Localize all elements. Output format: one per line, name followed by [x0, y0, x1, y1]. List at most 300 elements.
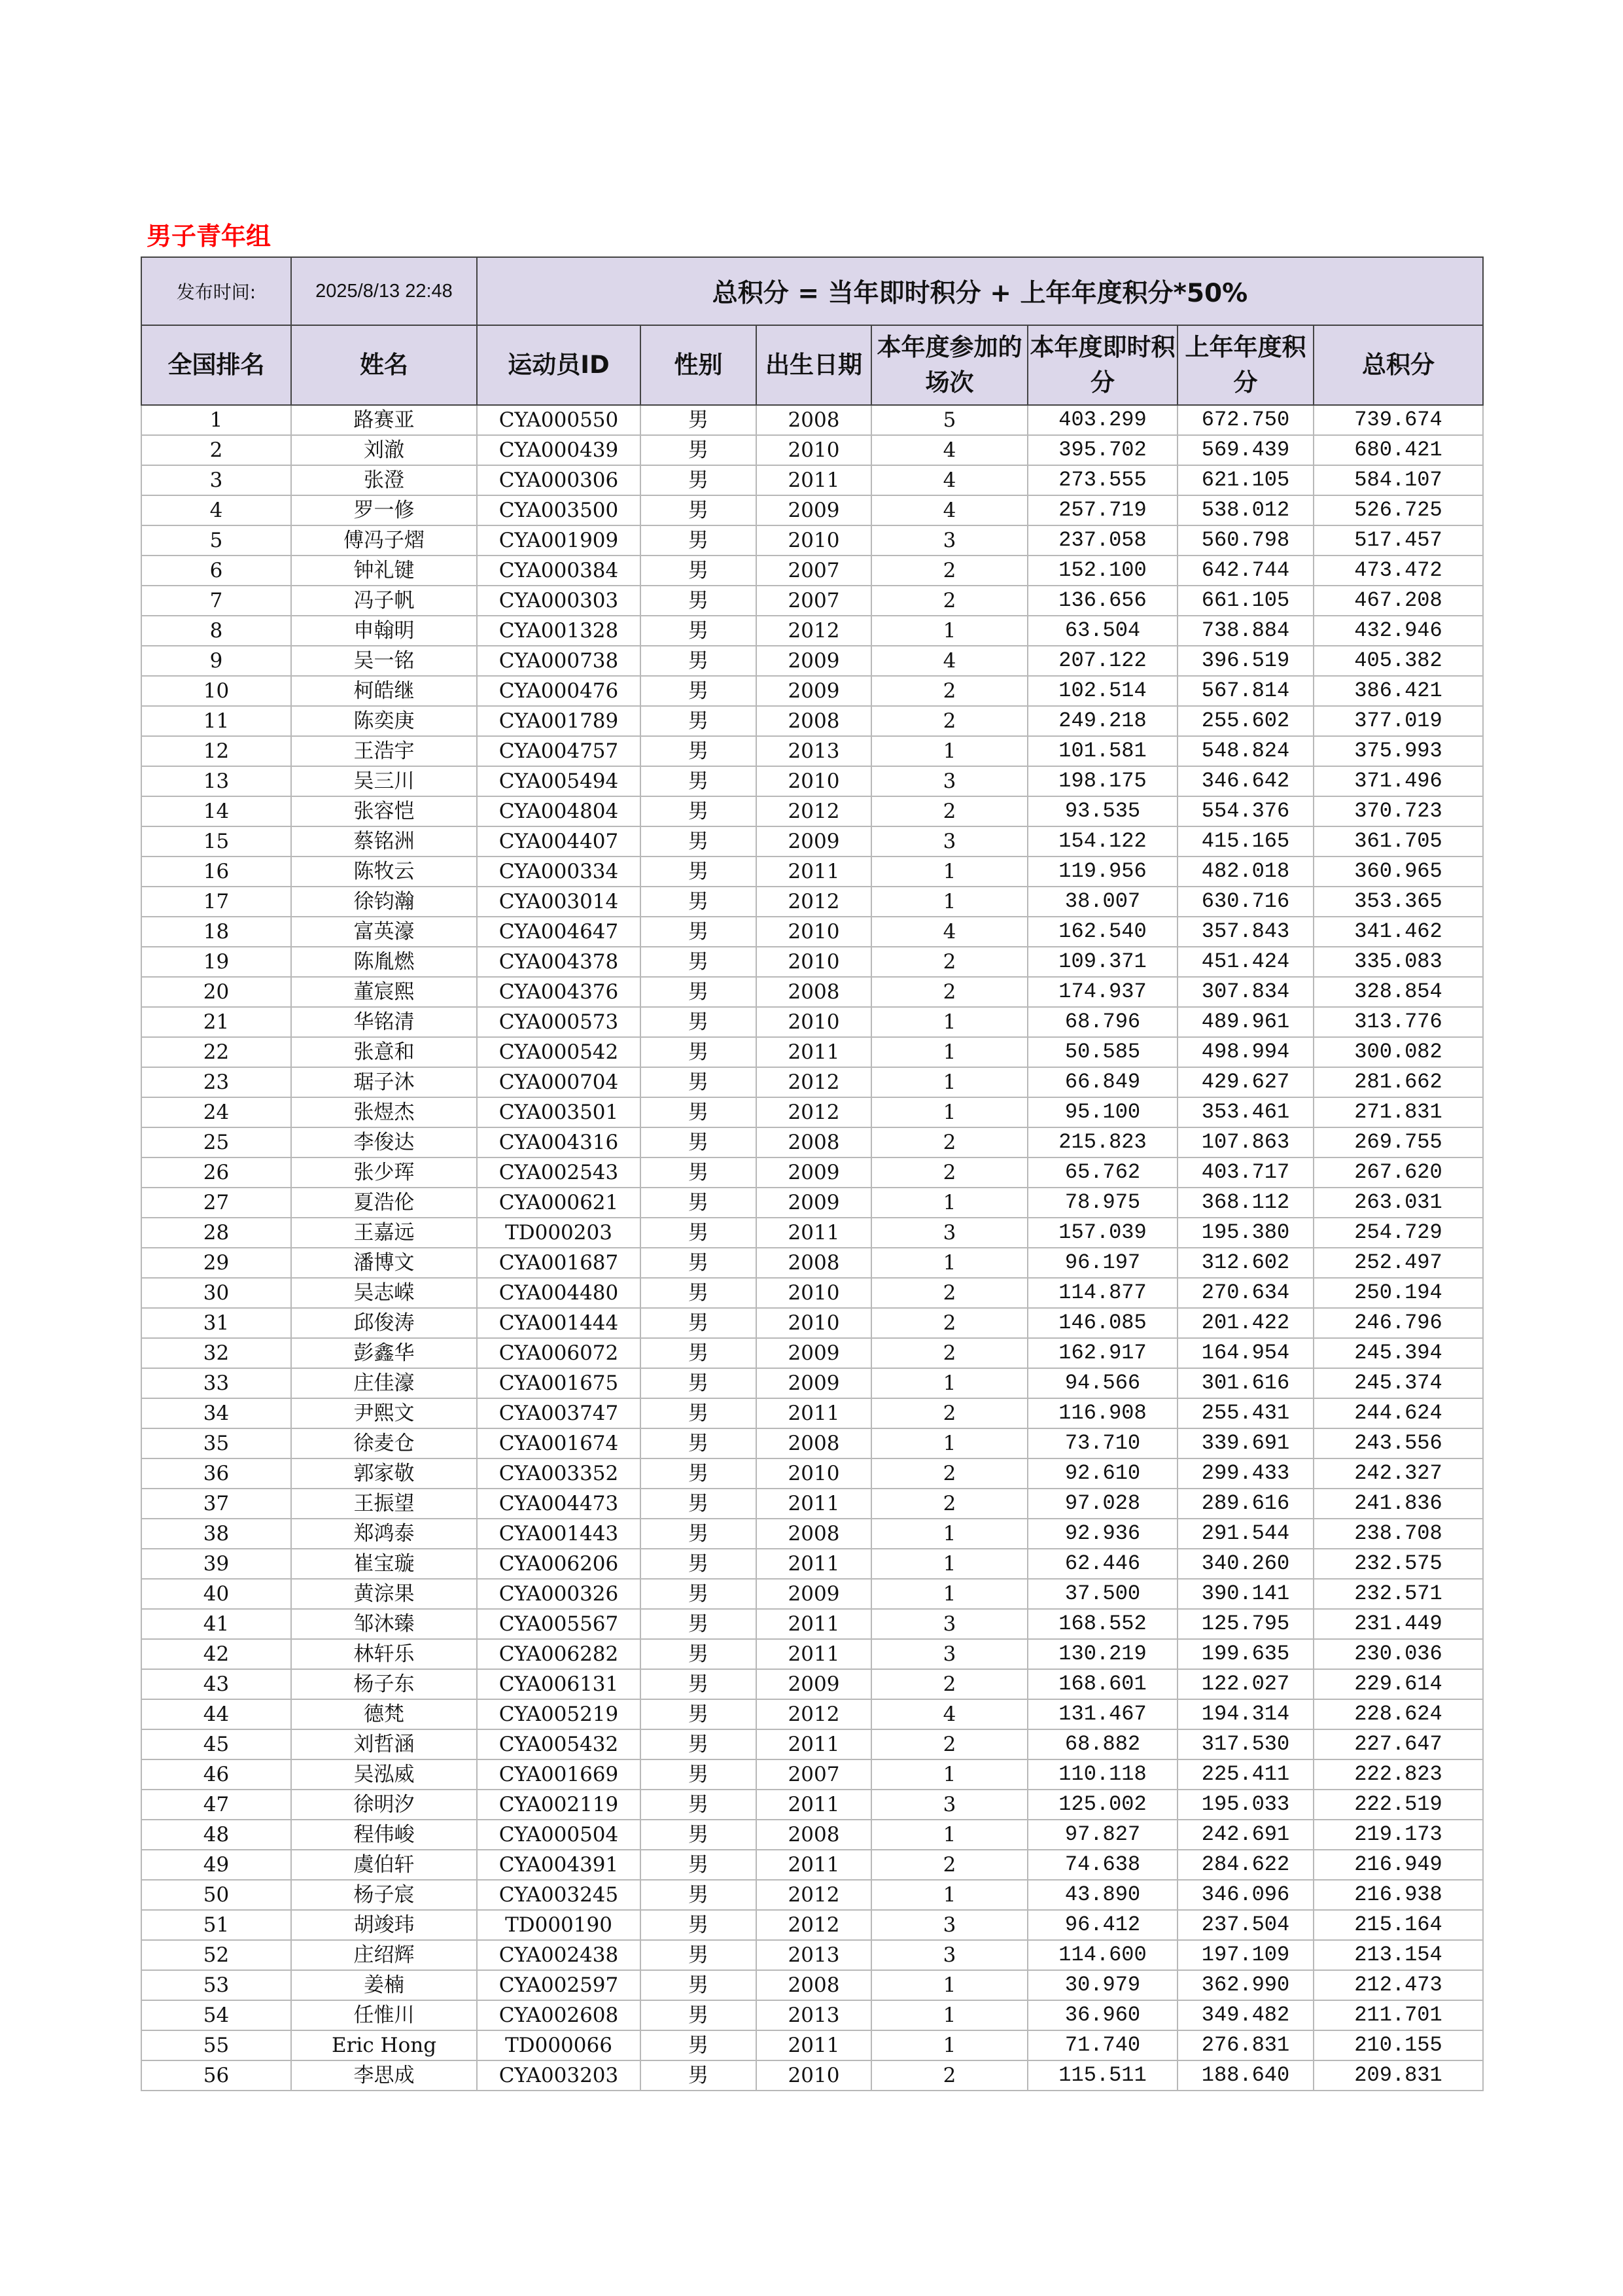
birth-cell: 2011 — [756, 1790, 871, 1820]
athlete-id-cell: CYA004757 — [477, 736, 640, 766]
gender-cell: 男 — [640, 1699, 756, 1729]
athlete-id-cell: CYA001789 — [477, 706, 640, 736]
table-row — [141, 887, 1483, 917]
name-cell: 陈胤燃 — [291, 947, 477, 977]
events-cell: 2 — [871, 1669, 1028, 1699]
events-cell: 1 — [871, 2030, 1028, 2060]
gender-cell: 男 — [640, 525, 756, 556]
birth-cell: 2010 — [756, 2060, 871, 2091]
athlete-id-cell: CYA002543 — [477, 1157, 640, 1188]
total-cell: 526.725 — [1314, 495, 1483, 525]
rank-cell: 6 — [141, 556, 291, 586]
events-cell: 3 — [871, 1790, 1028, 1820]
name-cell: 黄淙果 — [291, 1579, 477, 1609]
total-cell: 213.154 — [1314, 1940, 1483, 1970]
events-cell: 2 — [871, 676, 1028, 706]
table-row — [141, 556, 1483, 586]
current-points-cell: 65.762 — [1028, 1157, 1178, 1188]
events-cell: 2 — [871, 556, 1028, 586]
rank-cell: 27 — [141, 1188, 291, 1218]
current-points-cell: 92.936 — [1028, 1519, 1178, 1549]
name-cell: 蔡铭洲 — [291, 826, 477, 857]
athlete-id-cell: CYA005567 — [477, 1609, 640, 1639]
athlete-id-cell: CYA000504 — [477, 1820, 640, 1850]
total-cell: 252.497 — [1314, 1248, 1483, 1278]
table-row — [141, 1940, 1483, 1970]
events-cell: 1 — [871, 1820, 1028, 1850]
table-row — [141, 1850, 1483, 1880]
rank-cell: 4 — [141, 495, 291, 525]
current-points-cell: 114.600 — [1028, 1940, 1178, 1970]
rank-cell: 19 — [141, 947, 291, 977]
current-points-cell: 68.796 — [1028, 1007, 1178, 1037]
current-points-cell: 152.100 — [1028, 556, 1178, 586]
current-points-cell: 154.122 — [1028, 826, 1178, 857]
last-year-points-cell: 284.622 — [1178, 1850, 1314, 1880]
rank-cell: 34 — [141, 1398, 291, 1428]
events-cell: 2 — [871, 1127, 1028, 1157]
events-cell: 4 — [871, 465, 1028, 495]
total-cell: 680.421 — [1314, 435, 1483, 465]
rank-cell: 41 — [141, 1609, 291, 1639]
table-row — [141, 465, 1483, 495]
table-row — [141, 1699, 1483, 1729]
current-points-cell: 162.540 — [1028, 917, 1178, 947]
rank-cell: 26 — [141, 1157, 291, 1188]
birth-cell: 2011 — [756, 1729, 871, 1759]
athlete-id-cell: CYA003014 — [477, 887, 640, 917]
birth-cell: 2011 — [756, 1850, 871, 1880]
events-cell: 1 — [871, 1067, 1028, 1097]
score-formula: 总积分 = 当年即时积分 + 上年年度积分*50% — [477, 257, 1483, 325]
name-cell: 姜楠 — [291, 1970, 477, 2000]
current-points-cell: 403.299 — [1028, 405, 1178, 435]
gender-cell: 男 — [640, 857, 756, 887]
total-cell: 271.831 — [1314, 1097, 1483, 1127]
events-cell: 1 — [871, 1188, 1028, 1218]
birth-cell: 2008 — [756, 1127, 871, 1157]
rank-cell: 10 — [141, 676, 291, 706]
current-points-cell: 36.960 — [1028, 2000, 1178, 2030]
birth-cell: 2012 — [756, 1910, 871, 1940]
gender-cell: 男 — [640, 1729, 756, 1759]
total-cell: 405.382 — [1314, 646, 1483, 676]
table-row — [141, 917, 1483, 947]
total-cell: 360.965 — [1314, 857, 1483, 887]
gender-cell: 男 — [640, 887, 756, 917]
table-row — [141, 676, 1483, 706]
events-cell: 1 — [871, 736, 1028, 766]
rank-cell: 54 — [141, 2000, 291, 2030]
athlete-id-cell: CYA004480 — [477, 1278, 640, 1308]
table-row — [141, 1398, 1483, 1428]
birth-cell: 2011 — [756, 1609, 871, 1639]
gender-cell: 男 — [640, 1910, 756, 1940]
gender-cell: 男 — [640, 1639, 756, 1669]
table-row — [141, 1970, 1483, 2000]
athlete-id-cell: CYA005494 — [477, 766, 640, 796]
last-year-points-cell: 122.027 — [1178, 1669, 1314, 1699]
gender-cell: 男 — [640, 1157, 756, 1188]
name-cell: 陈奕庚 — [291, 706, 477, 736]
name-cell: Eric Hong — [291, 2030, 477, 2060]
athlete-id-cell: CYA000303 — [477, 586, 640, 616]
gender-cell: 男 — [640, 556, 756, 586]
rank-cell: 1 — [141, 405, 291, 435]
name-cell: 陈牧云 — [291, 857, 477, 887]
total-cell: 254.729 — [1314, 1218, 1483, 1248]
last-year-points-cell: 107.863 — [1178, 1127, 1314, 1157]
current-points-cell: 207.122 — [1028, 646, 1178, 676]
header-last-year-points: 上年年度积分 — [1178, 325, 1314, 405]
gender-cell: 男 — [640, 706, 756, 736]
name-cell: 德梵 — [291, 1699, 477, 1729]
events-cell: 2 — [871, 2060, 1028, 2091]
table-row — [141, 826, 1483, 857]
gender-cell: 男 — [640, 1579, 756, 1609]
total-cell: 238.708 — [1314, 1519, 1483, 1549]
athlete-id-cell: CYA000550 — [477, 405, 640, 435]
gender-cell: 男 — [640, 1007, 756, 1037]
birth-cell: 2010 — [756, 1007, 871, 1037]
rank-cell: 47 — [141, 1790, 291, 1820]
rank-cell: 14 — [141, 796, 291, 826]
table-row — [141, 736, 1483, 766]
athlete-id-cell: CYA005432 — [477, 1729, 640, 1759]
last-year-points-cell: 195.033 — [1178, 1790, 1314, 1820]
total-cell: 370.723 — [1314, 796, 1483, 826]
name-cell: 刘澈 — [291, 435, 477, 465]
birth-cell: 2011 — [756, 1218, 871, 1248]
last-year-points-cell: 276.831 — [1178, 2030, 1314, 2060]
gender-cell: 男 — [640, 736, 756, 766]
last-year-points-cell: 289.616 — [1178, 1489, 1314, 1519]
rank-cell: 11 — [141, 706, 291, 736]
total-cell: 269.755 — [1314, 1127, 1483, 1157]
athlete-id-cell: CYA004804 — [477, 796, 640, 826]
last-year-points-cell: 415.165 — [1178, 826, 1314, 857]
gender-cell: 男 — [640, 1248, 756, 1278]
birth-cell: 2012 — [756, 796, 871, 826]
total-cell: 281.662 — [1314, 1067, 1483, 1097]
birth-cell: 2011 — [756, 1549, 871, 1579]
birth-cell: 2008 — [756, 1248, 871, 1278]
rank-cell: 17 — [141, 887, 291, 917]
last-year-points-cell: 307.834 — [1178, 977, 1314, 1007]
birth-cell: 2009 — [756, 676, 871, 706]
birth-cell: 2010 — [756, 917, 871, 947]
athlete-id-cell: CYA000439 — [477, 435, 640, 465]
last-year-points-cell: 630.716 — [1178, 887, 1314, 917]
table-row — [141, 1489, 1483, 1519]
rank-cell: 45 — [141, 1729, 291, 1759]
athlete-id-cell: CYA002597 — [477, 1970, 640, 2000]
name-cell: 尹熙文 — [291, 1398, 477, 1428]
birth-cell: 2010 — [756, 1278, 871, 1308]
rank-cell: 29 — [141, 1248, 291, 1278]
current-points-cell: 146.085 — [1028, 1308, 1178, 1338]
last-year-points-cell: 339.691 — [1178, 1428, 1314, 1458]
events-cell: 2 — [871, 1308, 1028, 1338]
rank-cell: 46 — [141, 1759, 291, 1790]
rank-cell: 12 — [141, 736, 291, 766]
events-cell: 2 — [871, 706, 1028, 736]
current-points-cell: 37.500 — [1028, 1579, 1178, 1609]
rank-cell: 3 — [141, 465, 291, 495]
table-row — [141, 1248, 1483, 1278]
rank-cell: 24 — [141, 1097, 291, 1127]
last-year-points-cell: 548.824 — [1178, 736, 1314, 766]
gender-cell: 男 — [640, 1338, 756, 1368]
gender-cell: 男 — [640, 766, 756, 796]
total-cell: 243.556 — [1314, 1428, 1483, 1458]
table-row — [141, 766, 1483, 796]
rank-cell: 28 — [141, 1218, 291, 1248]
name-cell: 张意和 — [291, 1037, 477, 1067]
athlete-id-cell: CYA003203 — [477, 2060, 640, 2091]
rank-cell: 18 — [141, 917, 291, 947]
events-cell: 3 — [871, 1639, 1028, 1669]
name-cell: 华铭清 — [291, 1007, 477, 1037]
rank-cell: 52 — [141, 1940, 291, 1970]
birth-cell: 2012 — [756, 1067, 871, 1097]
last-year-points-cell: 738.884 — [1178, 616, 1314, 646]
athlete-id-cell: CYA000326 — [477, 1579, 640, 1609]
athlete-id-cell: CYA002119 — [477, 1790, 640, 1820]
birth-cell: 2009 — [756, 1368, 871, 1398]
gender-cell: 男 — [640, 1940, 756, 1970]
birth-cell: 2010 — [756, 1458, 871, 1489]
current-points-cell: 157.039 — [1028, 1218, 1178, 1248]
athlete-id-cell: CYA006206 — [477, 1549, 640, 1579]
table-row — [141, 857, 1483, 887]
total-cell: 263.031 — [1314, 1188, 1483, 1218]
events-cell: 1 — [871, 1007, 1028, 1037]
table-row — [141, 1549, 1483, 1579]
total-cell: 245.374 — [1314, 1368, 1483, 1398]
gender-cell: 男 — [640, 465, 756, 495]
current-points-cell: 101.581 — [1028, 736, 1178, 766]
total-cell: 227.647 — [1314, 1729, 1483, 1759]
name-cell: 张容恺 — [291, 796, 477, 826]
total-cell: 230.036 — [1314, 1639, 1483, 1669]
table-row — [141, 1067, 1483, 1097]
gender-cell: 男 — [640, 1669, 756, 1699]
athlete-id-cell: CYA000704 — [477, 1067, 640, 1097]
current-points-cell: 94.566 — [1028, 1368, 1178, 1398]
current-points-cell: 257.719 — [1028, 495, 1178, 525]
events-cell: 4 — [871, 917, 1028, 947]
name-cell: 邱俊涛 — [291, 1308, 477, 1338]
total-cell: 222.823 — [1314, 1759, 1483, 1790]
birth-cell: 2010 — [756, 1308, 871, 1338]
table-row — [141, 435, 1483, 465]
rank-cell: 35 — [141, 1428, 291, 1458]
athlete-id-cell: CYA003501 — [477, 1097, 640, 1127]
rank-cell: 9 — [141, 646, 291, 676]
events-cell: 1 — [871, 616, 1028, 646]
last-year-points-cell: 225.411 — [1178, 1759, 1314, 1790]
name-cell: 杨子宸 — [291, 1880, 477, 1910]
last-year-points-cell: 317.530 — [1178, 1729, 1314, 1759]
name-cell: 彭鑫华 — [291, 1338, 477, 1368]
table-row — [141, 1007, 1483, 1037]
birth-cell: 2011 — [756, 1398, 871, 1428]
athlete-id-cell: TD000066 — [477, 2030, 640, 2060]
page-title: 男子青年组 — [147, 222, 271, 251]
birth-cell: 2013 — [756, 736, 871, 766]
header-birth: 出生日期 — [756, 325, 871, 405]
events-cell: 4 — [871, 495, 1028, 525]
last-year-points-cell: 368.112 — [1178, 1188, 1314, 1218]
rank-cell: 49 — [141, 1850, 291, 1880]
header-current-points: 本年度即时积分 — [1028, 325, 1178, 405]
name-cell: 崔宝璇 — [291, 1549, 477, 1579]
athlete-id-cell: CYA003500 — [477, 495, 640, 525]
events-cell: 2 — [871, 1850, 1028, 1880]
header-athlete-id: 运动员ID — [477, 325, 640, 405]
table-row — [141, 1519, 1483, 1549]
last-year-points-cell: 188.640 — [1178, 2060, 1314, 2091]
birth-cell: 2008 — [756, 977, 871, 1007]
current-points-cell: 63.504 — [1028, 616, 1178, 646]
events-cell: 3 — [871, 826, 1028, 857]
last-year-points-cell: 199.635 — [1178, 1639, 1314, 1669]
athlete-id-cell: CYA004391 — [477, 1850, 640, 1880]
gender-cell: 男 — [640, 1067, 756, 1097]
rank-cell: 31 — [141, 1308, 291, 1338]
current-points-cell: 96.197 — [1028, 1248, 1178, 1278]
birth-cell: 2007 — [756, 556, 871, 586]
publish-time: 2025/8/13 22:48 — [291, 257, 477, 325]
last-year-points-cell: 242.691 — [1178, 1820, 1314, 1850]
events-cell: 1 — [871, 857, 1028, 887]
current-points-cell: 93.535 — [1028, 796, 1178, 826]
events-cell: 2 — [871, 1157, 1028, 1188]
birth-cell: 2009 — [756, 1579, 871, 1609]
table-row — [141, 2030, 1483, 2060]
gender-cell: 男 — [640, 1519, 756, 1549]
table-row — [141, 1368, 1483, 1398]
birth-cell: 2012 — [756, 1097, 871, 1127]
events-cell: 3 — [871, 525, 1028, 556]
total-cell: 584.107 — [1314, 465, 1483, 495]
last-year-points-cell: 291.544 — [1178, 1519, 1314, 1549]
table-row — [141, 586, 1483, 616]
birth-cell: 2012 — [756, 887, 871, 917]
last-year-points-cell: 567.814 — [1178, 676, 1314, 706]
gender-cell: 男 — [640, 1218, 756, 1248]
gender-cell: 男 — [640, 1428, 756, 1458]
name-cell: 吴志嵘 — [291, 1278, 477, 1308]
total-cell: 375.993 — [1314, 736, 1483, 766]
last-year-points-cell: 353.461 — [1178, 1097, 1314, 1127]
birth-cell: 2009 — [756, 826, 871, 857]
current-points-cell: 273.555 — [1028, 465, 1178, 495]
last-year-points-cell: 346.096 — [1178, 1880, 1314, 1910]
events-cell: 3 — [871, 766, 1028, 796]
birth-cell: 2011 — [756, 465, 871, 495]
birth-cell: 2011 — [756, 2030, 871, 2060]
name-cell: 王浩宇 — [291, 736, 477, 766]
last-year-points-cell: 255.602 — [1178, 706, 1314, 736]
rank-cell: 53 — [141, 1970, 291, 2000]
last-year-points-cell: 349.482 — [1178, 2000, 1314, 2030]
birth-cell: 2012 — [756, 1699, 871, 1729]
birth-cell: 2007 — [756, 586, 871, 616]
table-row — [141, 525, 1483, 556]
total-cell: 353.365 — [1314, 887, 1483, 917]
total-cell: 341.462 — [1314, 917, 1483, 947]
gender-cell: 男 — [640, 1880, 756, 1910]
rank-cell: 43 — [141, 1669, 291, 1699]
last-year-points-cell: 237.504 — [1178, 1910, 1314, 1940]
birth-cell: 2013 — [756, 2000, 871, 2030]
current-points-cell: 109.371 — [1028, 947, 1178, 977]
last-year-points-cell: 312.602 — [1178, 1248, 1314, 1278]
table-row — [141, 495, 1483, 525]
current-points-cell: 73.710 — [1028, 1428, 1178, 1458]
events-cell: 2 — [871, 586, 1028, 616]
birth-cell: 2007 — [756, 1759, 871, 1790]
gender-cell: 男 — [640, 495, 756, 525]
birth-cell: 2008 — [756, 1519, 871, 1549]
total-cell: 467.208 — [1314, 586, 1483, 616]
total-cell: 371.496 — [1314, 766, 1483, 796]
rank-cell: 51 — [141, 1910, 291, 1940]
athlete-id-cell: CYA006282 — [477, 1639, 640, 1669]
table-row — [141, 1579, 1483, 1609]
events-cell: 5 — [871, 405, 1028, 435]
current-points-cell: 96.412 — [1028, 1910, 1178, 1940]
gender-cell: 男 — [640, 1368, 756, 1398]
rank-cell: 44 — [141, 1699, 291, 1729]
last-year-points-cell: 621.105 — [1178, 465, 1314, 495]
last-year-points-cell: 429.627 — [1178, 1067, 1314, 1097]
events-cell: 3 — [871, 1609, 1028, 1639]
athlete-id-cell: CYA000738 — [477, 646, 640, 676]
total-cell: 335.083 — [1314, 947, 1483, 977]
birth-cell: 2010 — [756, 435, 871, 465]
current-points-cell: 78.975 — [1028, 1188, 1178, 1218]
table-row — [141, 1127, 1483, 1157]
last-year-points-cell: 396.519 — [1178, 646, 1314, 676]
gender-cell: 男 — [640, 1398, 756, 1428]
events-cell: 3 — [871, 1218, 1028, 1248]
name-cell: 李俊达 — [291, 1127, 477, 1157]
total-cell: 210.155 — [1314, 2030, 1483, 2060]
total-cell: 231.449 — [1314, 1609, 1483, 1639]
athlete-id-cell: CYA001687 — [477, 1248, 640, 1278]
athlete-id-cell: CYA000334 — [477, 857, 640, 887]
events-cell: 2 — [871, 796, 1028, 826]
events-cell: 1 — [871, 1549, 1028, 1579]
athlete-id-cell: TD000190 — [477, 1910, 640, 1940]
gender-cell: 男 — [640, 796, 756, 826]
gender-cell: 男 — [640, 1850, 756, 1880]
current-points-cell: 237.058 — [1028, 525, 1178, 556]
events-cell: 2 — [871, 1489, 1028, 1519]
events-cell: 1 — [871, 1248, 1028, 1278]
athlete-id-cell: CYA003245 — [477, 1880, 640, 1910]
rank-cell: 13 — [141, 766, 291, 796]
total-cell: 328.854 — [1314, 977, 1483, 1007]
birth-cell: 2009 — [756, 1669, 871, 1699]
gender-cell: 男 — [640, 586, 756, 616]
last-year-points-cell: 560.798 — [1178, 525, 1314, 556]
gender-cell: 男 — [640, 1609, 756, 1639]
birth-cell: 2011 — [756, 1037, 871, 1067]
